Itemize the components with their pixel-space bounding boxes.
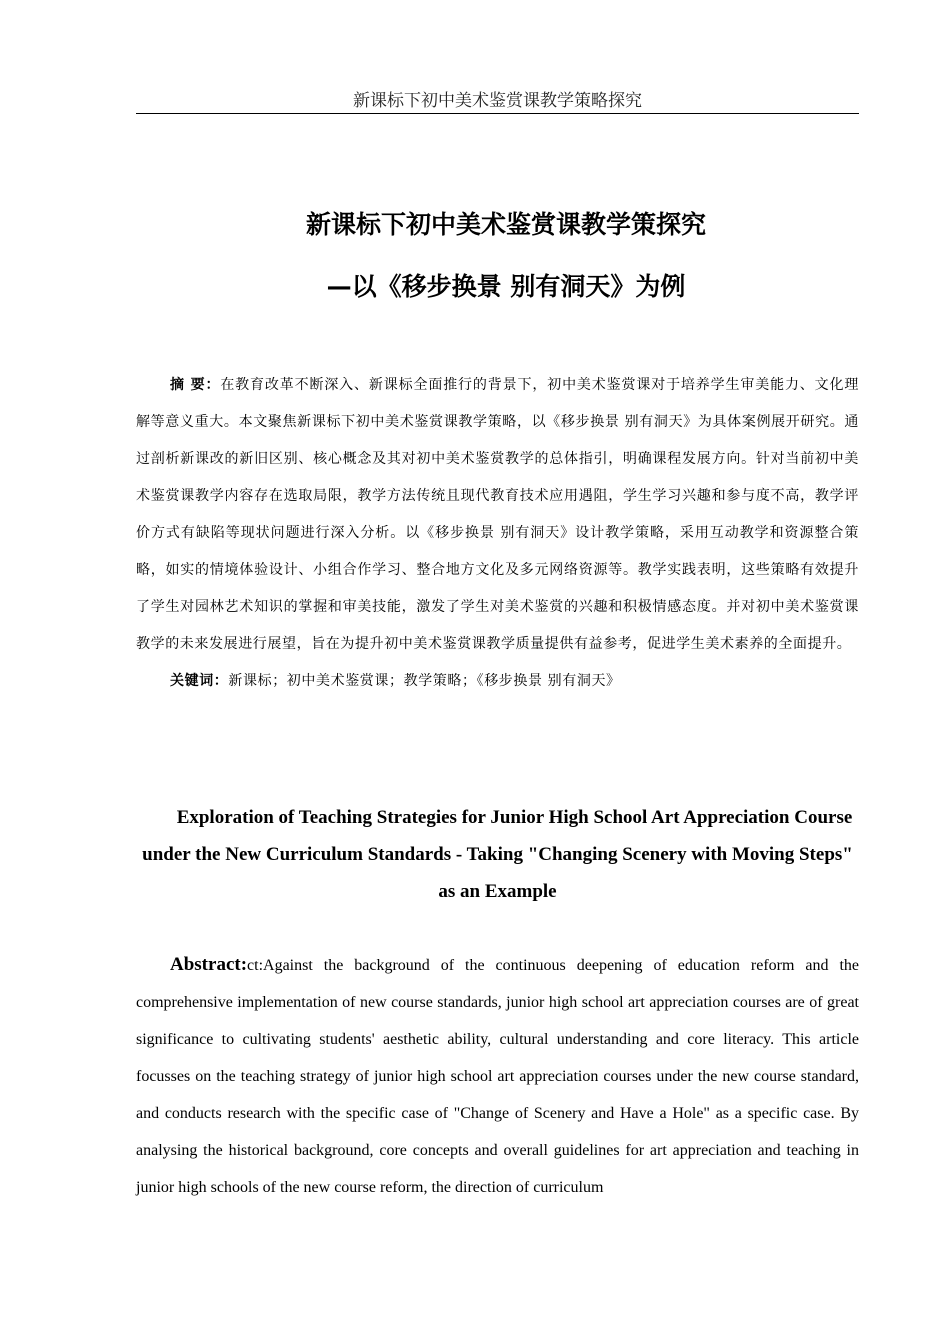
english-title-text: Exploration of Teaching Strategies for Junior High School Art Appreciation Course under the New Curriculum Standards - Taking "Changing Scenery with Moving Steps" as an Example	[142, 807, 853, 902]
abstract-label-en: Abstract:	[170, 954, 248, 975]
abstract-text-cn: 在教育改革不断深入、新课标全面推行的背景下，初中美术鉴赏课对于培养学生审美能力、文化理解等意义重大。本文聚焦新课标下初中美术鉴赏课教学策略，以《移步换景 别有洞天》为具体案例展开研究。通过剖析新课改的新旧区别、核心概念及其对初中美术鉴赏教学的总体指引，明确课程发展方向。针对当前初中美术鉴赏课教学内容存在选取局限，教学方法传统且现代教育技术应用遇阻，学生学习兴趣和参与度不高，教学评价方式有缺陷等现状问题进行深入分析。以《移步换景 别有洞天》设计教学策略，采用互动教学和资源整合策略，如实的情境体验设计、小组合作学习、整合地方文化及多元网络资源等。教学实践表明，这些策略有效提升了学生对园林艺术知识的掌握和审美技能，激发了学生对美术鉴赏的兴趣和积极情感态度。并对初中美术鉴赏课教学的未来发展进行展望，旨在为提升初中美术鉴赏课教学质量提供有益参考，促进学生美术素养的全面提升。	[136, 377, 859, 652]
paper-title-block	[116, 208, 896, 304]
keywords-text-cn: 新课标；初中美术鉴赏课；教学策略；《移步换景 别有洞天》	[228, 673, 621, 689]
chinese-keywords	[136, 663, 859, 700]
english-title	[136, 799, 859, 910]
running-header: 新课标下初中美术鉴赏课教学策略探究	[136, 90, 859, 114]
chinese-abstract	[136, 367, 859, 663]
abstract-text-en: ct:Against the background of the continuous deepening of education reform and the comprehensive implementation of new course standards, junior high school art appreciation courses are of great significance to cultivating students' aesthetic ability, cultural understanding and core literacy. This article focusses on the teaching strategy of junior high school art appreciation courses under the new course standard, and conducts research with the specific case of "Change of Scenery and Have a Hole" as a specific case. By analysing the historical background, core concepts and overall guidelines for art appreciation and teaching in junior high schools of the new course reform, the direction of curriculum	[136, 957, 859, 1196]
paper-title: 新课标下初中美术鉴赏课教学策探究	[305, 210, 706, 239]
chinese-abstract-section	[136, 367, 859, 700]
abstract-label-cn: 摘 要：	[170, 377, 221, 393]
english-abstract	[136, 946, 859, 1206]
paper-subtitle: —以《移步换景 别有洞天》为例	[326, 272, 686, 301]
english-abstract-section	[136, 946, 859, 1206]
keywords-label-cn: 关键词：	[170, 673, 229, 689]
